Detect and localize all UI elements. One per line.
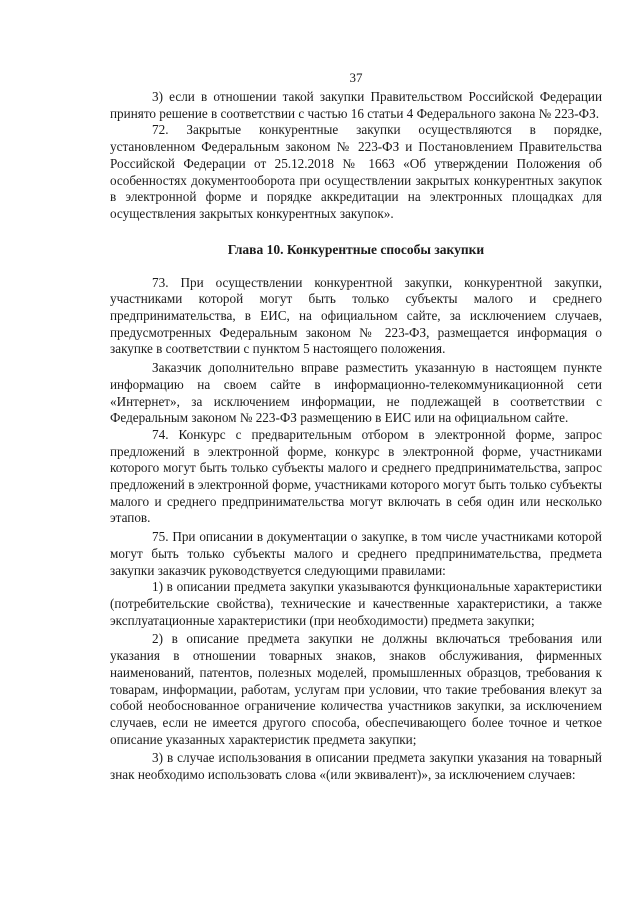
paragraph-75-item-3: 3) в случае использования в описании предмета закупки указания на товарный знак необходимо использовать слова «(или эквивалент)», за исключением случаев:	[110, 750, 602, 783]
paragraph-74: 74. Конкурс с предварительным отбором в электронной форме, запрос предложений в электронной форме, конкурс в электронной форме, участниками которого могут быть только субъекты малого и среднего предпринимательства, запрос предложений в электронной форме, участниками которого могут быть только субъекты малого и среднего предпринимательства могут включать в себя один или несколько этапов.	[110, 426, 602, 526]
paragraph-73-addendum: Заказчик дополнительно вправе разместить указанную в настоящем пункте информацию на своем сайте в информационно-телекоммуникационной сети «Интернет», за исключением информации, не подлежащей в соответствии с Федеральным законом № 223-ФЗ размещению в ЕИС или на официальном сайте.	[110, 360, 602, 426]
paragraph-71-item-3: 3) если в отношении такой закупки Правительством Российской Федерации принято решение в соответствии с частью 16 статьи 4 Федерального закона № 223-ФЗ.	[110, 89, 602, 121]
paragraph-72: 72. Закрытые конкурентные закупки осуществляются в порядке, установленном Федеральным законом № 223-ФЗ и Постановлением Правительства Российской Федерации от 25.12.2018 № 1663 «Об утверждении Положения об особенностях документооборота при осуществлении закрытых конкурентных закупок в электронной форме и порядке аккредитации на электронных площадках для осуществления закрытых конкурентных закупок».	[110, 122, 602, 221]
chapter-heading: Глава 10. Конкурентные способы закупки	[227, 241, 485, 257]
paragraph-73: 73. При осуществлении конкурентной закупки, конкурентной закупки, участниками которой могут быть только субъекты малого и среднего предпринимательства, в ЕИС, на официальном сайте, за исключением случаев, предусмотренных Федеральным законом № 223-ФЗ, размещается информация о закупке в соответствии с пунктом 5 настоящего положения.	[110, 274, 602, 357]
paragraph-75: 75. При описании в документации о закупке, в том числе участниками которой могут быть только субъекты малого и среднего предпринимательства, предмета закупки заказчик руководствуется следующими правилами:	[110, 529, 602, 578]
paragraph-75-item-1: 1) в описании предмета закупки указываются функциональные характеристики (потребительские свойства), технические и качественные характеристики, а также эксплуатационные характеристики (при необходимости) предмета закупки;	[110, 579, 602, 628]
paragraph-75-item-2: 2) в описание предмета закупки не должны включаться требования или указания в отношении товарных знаков, знаков обслуживания, фирменных наименований, патентов, полезных моделей, промышленных образцов, требования к товарам, информации, работам, услугам при условии, что такие требования влекут за собой необоснованное ограничение количества участников закупки, за исключением случаев, если не имеется другого способа, обеспечивающего более точное и четкое описание указанных характеристик предмета закупки;	[110, 631, 602, 747]
page-number: 37	[349, 70, 363, 85]
